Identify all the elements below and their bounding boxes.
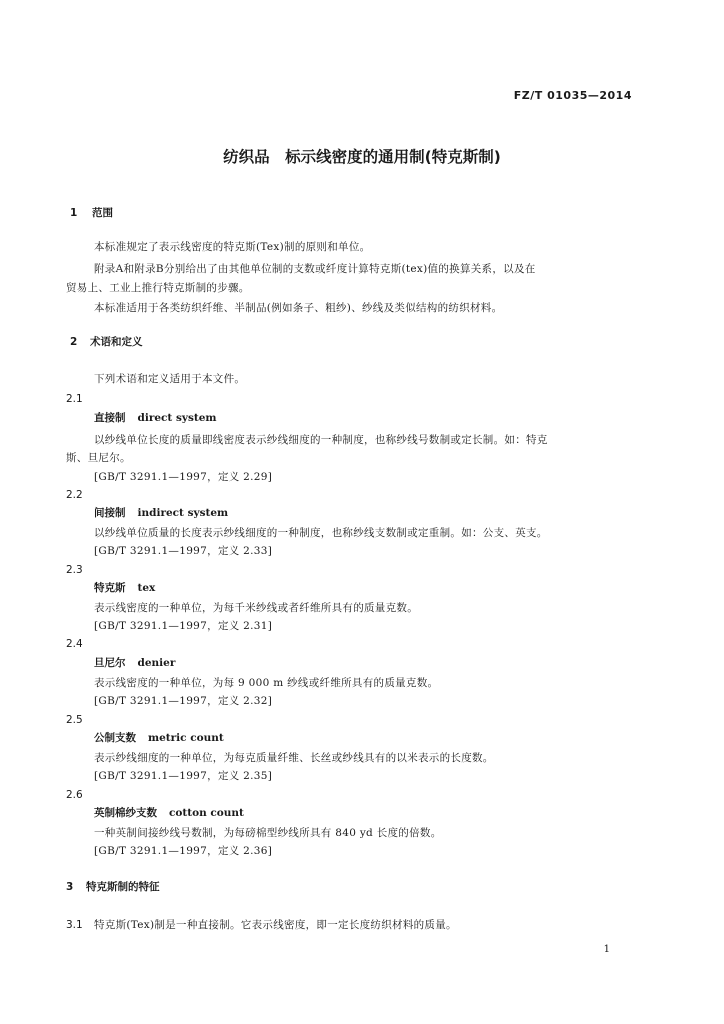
term-2-2-definition: 以纱线单位质量的长度表示纱线细度的一种制度，也称纱线支数制或定重制。如：公支、英支。: [94, 527, 548, 539]
term-2-1-source: [GB/T 3291.1—1997，定义 2.29]: [94, 471, 273, 483]
term-2-5-zh: 公制支数: [94, 732, 136, 744]
term-2-5-number: 2.5: [66, 714, 83, 726]
term-2-2-source: [GB/T 3291.1—1997，定义 2.33]: [94, 545, 273, 557]
term-2-3-definition: 表示线密度的一种单位，为每千米纱线或者纤维所具有的质量克数。: [94, 602, 418, 614]
document-title: 纺织品 标示线密度的通用制(特克斯制): [223, 148, 501, 166]
term-2-3-en: tex: [137, 582, 156, 594]
section-1-heading: 范围: [92, 207, 113, 219]
term-2-4-zh: 旦尼尔: [94, 657, 126, 669]
section-2-heading: 术语和定义: [90, 336, 143, 348]
section-1-para-2: 附录A和附录B分别给出了由其他单位制的支数或纤度计算特克斯(tex)值的换算关系，以及在: [94, 263, 536, 275]
term-2-2-zh: 间接制: [94, 507, 126, 519]
section-3-1-text: 特克斯(Tex)制是一种直接制。它表示线密度，即一定长度纺织材料的质量。: [94, 919, 457, 931]
term-2-5-en: metric count: [148, 732, 224, 744]
term-2-3-zh: 特克斯: [94, 582, 126, 594]
term-2-1-en: direct system: [137, 412, 217, 424]
section-3-heading: 特克斯制的特征: [86, 881, 160, 893]
section-1-number: 1: [70, 207, 78, 219]
section-1-para-1: 本标准规定了表示线密度的特克斯(Tex)制的原则和单位。: [94, 241, 371, 253]
section-1-para-3: 本标准适用于各类纺织纤维、半制品(例如条子、粗纱)、纱线及类似结构的纺织材料。: [94, 302, 503, 314]
term-2-4-en: denier: [137, 657, 176, 669]
standard-code: FZ/T 01035—2014: [513, 89, 632, 102]
section-3-number: 3: [66, 881, 74, 893]
term-2-6-en: cotton count: [169, 807, 244, 819]
term-2-3-source: [GB/T 3291.1—1997，定义 2.31]: [94, 620, 273, 632]
section-1-para-2-cont: 贸易上、工业上推行特克斯制的步骤。: [66, 282, 250, 294]
term-2-2-heading: [94, 508, 228, 519]
term-2-6-number: 2.6: [66, 789, 83, 801]
term-2-1-number: 2.1: [66, 393, 83, 405]
term-2-6-heading: [94, 808, 244, 819]
term-2-6-definition: 一种英制间接纱线号数制，为每磅棉型纱线所具有 840 yd 长度的倍数。: [94, 827, 442, 839]
page-number: 1: [603, 944, 610, 955]
section-2-intro: 下列术语和定义适用于本文件。: [94, 373, 246, 385]
section-2-number: 2: [70, 336, 78, 348]
term-2-5-heading: [94, 733, 224, 744]
term-2-6-zh: 英制棉纱支数: [94, 807, 157, 819]
term-2-6-source: [GB/T 3291.1—1997，定义 2.36]: [94, 845, 273, 857]
term-2-2-number: 2.2: [66, 489, 83, 501]
term-2-4-number: 2.4: [66, 638, 83, 650]
term-2-1-definition-line-2: 斯、旦尼尔。: [66, 452, 131, 464]
term-2-2-en: indirect system: [137, 507, 229, 519]
term-2-5-source: [GB/T 3291.1—1997，定义 2.35]: [94, 770, 273, 782]
term-2-3-heading: [94, 583, 155, 594]
term-2-4-source: [GB/T 3291.1—1997，定义 2.32]: [94, 695, 273, 707]
term-2-4-heading: [94, 658, 175, 669]
term-2-3-number: 2.3: [66, 564, 83, 576]
term-2-1-zh: 直接制: [94, 412, 126, 424]
term-2-4-definition: 表示线密度的一种单位，为每 9 000 m 纱线或纤维所具有的质量克数。: [94, 677, 439, 689]
term-2-1-heading: [94, 413, 217, 424]
term-2-1-definition-line-1: 以纱线单位长度的质量即线密度表示纱线细度的一种制度，也称纱线号数制或定长制。如：特克: [94, 434, 548, 446]
section-3-1-number: 3.1: [66, 919, 83, 931]
term-2-5-definition: 表示纱线细度的一种单位，为每克质量纤维、长丝或纱线具有的以米表示的长度数。: [94, 752, 494, 764]
